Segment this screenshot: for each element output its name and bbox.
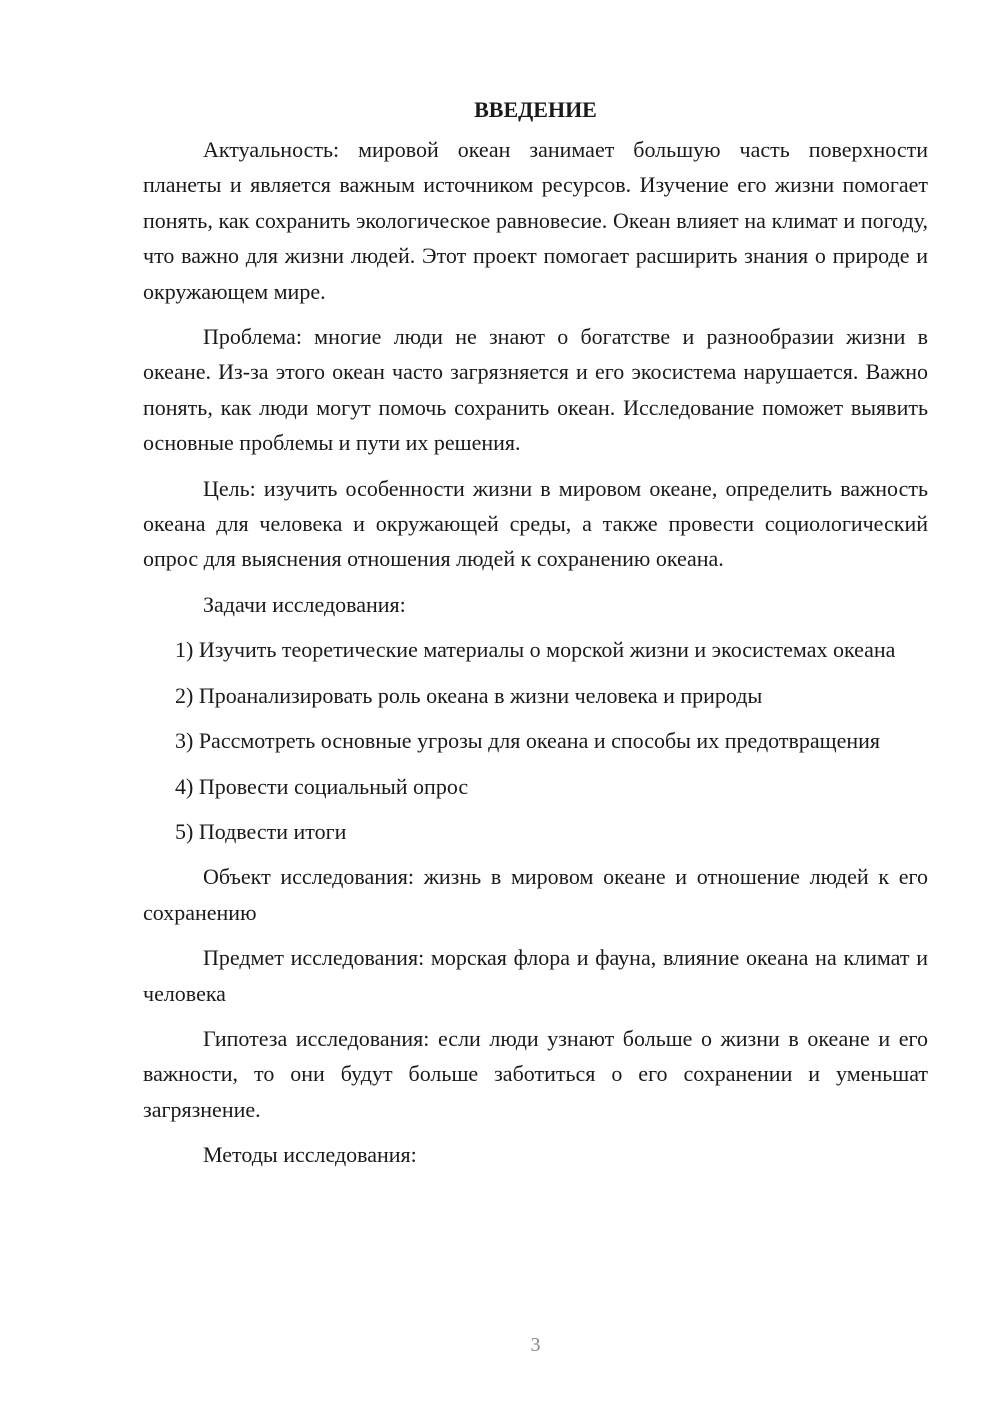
tasks-heading: Задачи исследования:	[203, 591, 406, 617]
task-item: 1) Изучить теоретические материалы о морской жизни и экосистемах океана	[175, 637, 896, 663]
section-title: ВВЕДЕНИЕ	[474, 97, 597, 122]
hypothesis-paragraph: Гипотеза исследования: если люди узнают больше о жизни в океане и его важности, то они будут больше заботиться о его сохранении и уменьшат загрязнение.	[143, 1025, 928, 1122]
object-paragraph: Объект исследования: жизнь в мировом океане и отношение людей к его сохранению	[143, 864, 928, 925]
goal-paragraph: Цель: изучить особенности жизни в мировом океане, определить важность океана для человека и окружающей среды, а также провести социологический опрос для выяснения отношения людей к сохранению океана.	[143, 475, 928, 572]
methods-heading: Методы исследования:	[203, 1142, 417, 1168]
page-number: 3	[530, 1334, 541, 1356]
problem-paragraph: Проблема: многие люди не знают о богатстве и разнообразии жизни в океане. Из-за этого океан часто загрязняется и его экосистема нарушается. Важно понять, как люди могут помочь сохранить океан. Исследование поможет выявить основные проблемы и пути их решения.	[143, 324, 928, 456]
page-content	[143, 92, 928, 1183]
subject-paragraph: Предмет исследования: морская флора и фауна, влияние океана на климат и человека	[143, 945, 928, 1006]
task-item: 3) Рассмотреть основные угрозы для океана и способы их предотвращения	[175, 728, 880, 754]
task-item: 4) Провести социальный опрос	[175, 773, 469, 799]
relevance-paragraph: Актуальность: мировой океан занимает большую часть поверхности планеты и является важным источником ресурсов. Изучение его жизни помогает понять, как сохранить экологическое равновесие. Океан влияет на климат и погоду, что важно для жизни людей. Этот проект помогает расширить знания о природе и окружающем мире.	[143, 137, 928, 304]
task-item: 2) Проанализировать роль океана в жизни человека и природы	[175, 682, 763, 708]
task-item: 5) Подвести итоги	[175, 818, 347, 844]
